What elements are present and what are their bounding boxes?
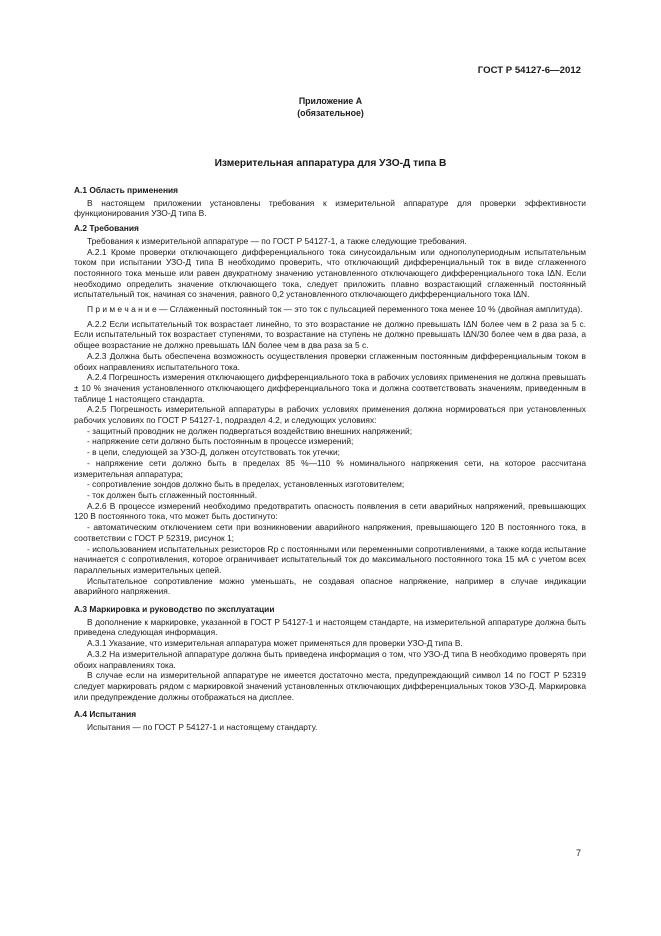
paragraph: А.2.1 Кроме проверки отключающего дифференциального тока синусоидальным или однополупериодным испытательным током при испытании УЗО-Д типа В необходимо проверить, что отключающий дифференциальный ток в виде сглаженного постоянного тока меньше или равен двукратному значению установленного отключающего дифференциального тока IΔN. Если необходимо определить значение отключающего тока, следует приложить плавно возрастающий сглаженный постоянный испытательный ток, начиная со значения, равного 0,2 установленного отключающего дифференциального тока IΔN. bbox=[74, 246, 586, 300]
standard-header: ГОСТ Р 54127-6—2012 bbox=[477, 65, 581, 76]
section-a1-heading: А.1 Область применения bbox=[74, 185, 179, 195]
paragraph: А.2.3 Должна быть обеспечена возможность осуществления проверки сглаженным постоянным дифференциальным током в обоих направлениях испытательного тока. bbox=[74, 350, 586, 372]
paragraph: А.3.2 На измерительной аппаратуре должна быть приведена информация о том, что УЗО-Д типа В необходимо проверять при обоих направлениях тока. bbox=[74, 648, 586, 670]
section-a3-heading: А.3 Маркировка и руководство по эксплуатации bbox=[74, 604, 275, 615]
paragraph: В дополнение к маркировке, указанной в ГОСТ Р 54127-1 и настоящем стандарте, на измерительной аппаратуре должна быть приведена следующая информация. bbox=[74, 616, 586, 638]
list-item: - ток должен быть сглаженный постоянный. bbox=[87, 489, 258, 500]
list-item: - автоматическим отключением сети при возникновении аварийного напряжения, превышающего 120 В постоянного тока, в соответствии с ГОСТ Р 52319, рисунок 1; bbox=[74, 522, 586, 543]
note: П р и м е ч а н и е — Сглаженный постоянный ток — это ток с пульсацией переменного тока менее 10 % (двойная амплитуда). bbox=[87, 304, 583, 315]
section-a2-heading: А.2 Требования bbox=[74, 223, 139, 234]
list-item: - сопротивление зондов должно быть в пределах, установленных изготовителем; bbox=[87, 479, 405, 490]
section-a4-heading: А.4 Испытания bbox=[74, 709, 137, 720]
paragraph: А.2.2 Если испытательный ток возрастает линейно, то это возрастание не должно превышать IΔN более чем в 2 раза за 5 с. Если испытательный ток возрастает ступенями, то возрастание на ступень не должно превышать IΔN/30 более чем в два раза, а общее возрастание не должно превышать IΔN более чем в два раза за 5 с. bbox=[74, 318, 586, 351]
paragraph: В случае если на измерительной аппаратуре не имеется достаточно места, предупреждающий символ 14 по ГОСТ Р 52319 следует маркировать рядом с маркировкой значений установленных отключающих дифференциальных токов УЗО-Д. Маркировка или предупреждение должны отображаться на дисплее. bbox=[74, 670, 586, 702]
annex-title: Измерительная аппаратура для УЗО-Д типа В bbox=[214, 158, 447, 169]
list-item: - в цепи, следующей за УЗО-Д, должен отсутствовать ток утечки; bbox=[87, 447, 340, 458]
paragraph: В настоящем приложении установлены требования к измерительной аппаратуре для проверки эффективности функционирования УЗО-Д типа В. bbox=[74, 197, 586, 219]
page-number: 7 bbox=[575, 848, 581, 858]
document-body bbox=[74, 185, 586, 733]
paragraph: Испытания — по ГОСТ Р 54127-1 и настоящему стандарту. bbox=[87, 722, 318, 733]
annex-status: (обязательное) bbox=[297, 107, 364, 118]
paragraph: Требования к измерительной аппаратуре — по ГОСТ Р 54127-1, а также следующие требования. bbox=[87, 235, 467, 246]
paragraph: А.3.1 Указание, что измерительная аппаратура может применяться для проверки УЗО-Д типа В. bbox=[87, 638, 463, 649]
annex-heading bbox=[0, 96, 661, 119]
list-item: - напряжение сети должно быть в пределах 85 %—110 % номинального напряжения сети, на которое рассчитана измерительная аппаратура; bbox=[74, 457, 586, 479]
list-item: - защитный проводник не должен подвергаться воздействию внешних напряжений; bbox=[87, 425, 413, 436]
paragraph: А.2.4 Погрешность измерения отключающего дифференциального тока в рабочих условиях применения не должна превышать ± 10 % значения установленного отключающего дифференциального тока и должна соответствовать значениям, приведенным в таблице 1 настоящего стандарта. bbox=[74, 372, 586, 404]
paragraph: А.2.6 В процессе измерений необходимо предотвратить опасность появления в сети аварийных напряжений, превышающих 120 В постоянного тока, что может быть достигнуто: bbox=[74, 500, 586, 522]
paragraph: А.2.5 Погрешность измерительной аппаратуры в рабочих условиях применения должна нормироваться при установленных рабочих условиях по ГОСТ Р 54127-1, подраздел 4.2, и следующих условиях: bbox=[74, 404, 586, 426]
paragraph: Испытательное сопротивление можно уменьшать, не создавая опасное напряжение, например в случае индикации аварийного напряжения. bbox=[74, 575, 586, 597]
list-item: - напряжение сети должно быть постоянным в процессе измерений; bbox=[87, 436, 354, 447]
list-item: - использованием испытательных резисторов Rp с постоянными или переменными сопротивлениями, а также когда испытание начинается с сопротивления, которое ограничивает испытательный ток до максимального постоянного тока 15 мА с учетом всех параллельных измерительных цепей. bbox=[74, 543, 586, 575]
annex-name: Приложение А bbox=[298, 96, 363, 106]
